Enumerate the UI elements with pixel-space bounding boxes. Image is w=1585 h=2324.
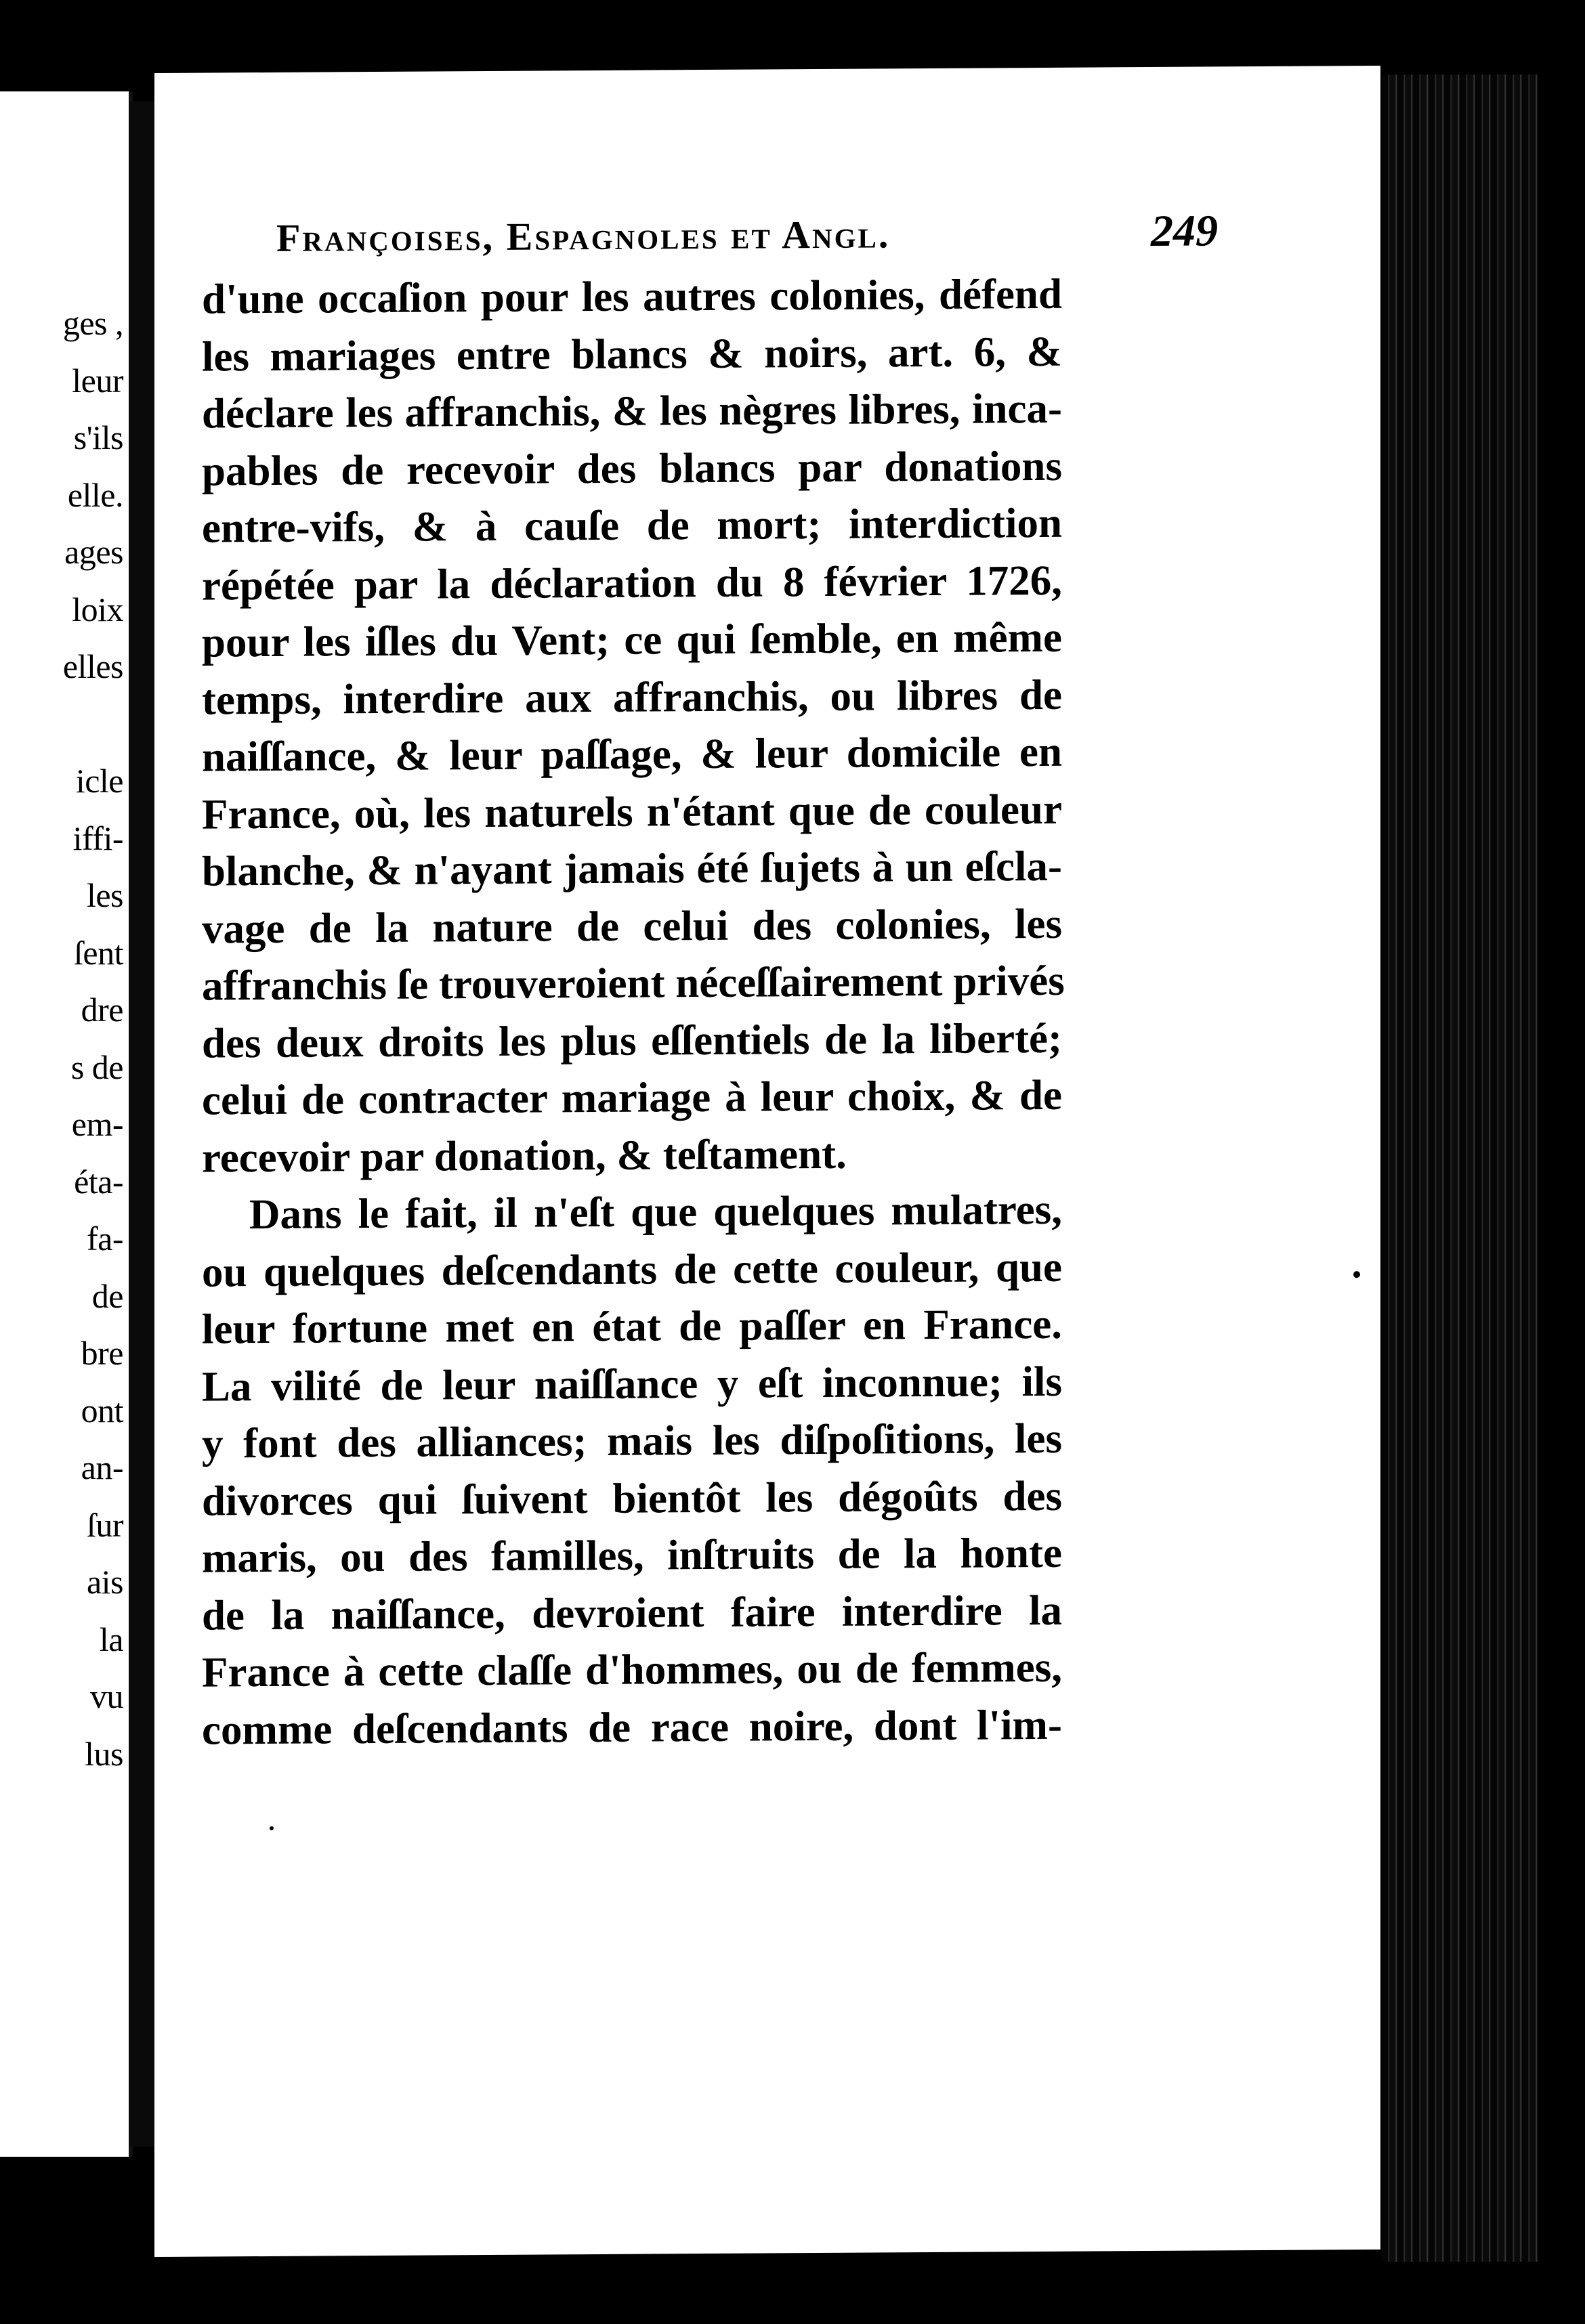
text-line: temps, interdire aux affranchis, ou libres de	[202, 670, 1062, 724]
left-line: de	[91, 1276, 123, 1315]
text-line: leur fortune met en état de paſſer en France.	[202, 1299, 1062, 1353]
left-line: ont	[81, 1391, 123, 1429]
text-line: recevoir par donation, & teſtament.	[202, 1129, 847, 1182]
text-line: y font des alliances; mais les diſpoſitions, les	[202, 1414, 1062, 1467]
left-line: icle	[75, 762, 123, 800]
text-line: entre-vifs, & à cauſe de mort; interdiction	[202, 498, 1062, 552]
left-line	[1, 695, 123, 753]
left-line: ais	[86, 1563, 123, 1601]
running-head	[276, 205, 1218, 262]
text-line: naiſſance, & leur paſſage, & leur domicile en	[202, 727, 1062, 781]
text-line: de la naiſſance, devroient faire interdire la	[202, 1586, 1062, 1639]
left-line: em-	[71, 1105, 123, 1143]
left-line: la	[99, 1620, 123, 1658]
left-line: bre	[81, 1334, 123, 1372]
text-line: comme deſcendants de race noire, dont l'im-	[202, 1700, 1062, 1754]
left-line: lus	[85, 1734, 123, 1773]
text-line: celui de contracter mariage à leur choix, & de	[202, 1071, 1062, 1124]
text-line: ou quelques deſcendants de cette couleur, que	[202, 1243, 1062, 1296]
text-line: France à cette claſſe d'hommes, ou de femmes,	[202, 1643, 1062, 1696]
text-line: les mariages entre blancs & noirs, art. 6, &	[202, 327, 1062, 381]
page-number: 249	[1151, 206, 1218, 257]
left-line: iffi-	[72, 819, 123, 857]
left-line: ſur	[86, 1505, 123, 1544]
text-line: répétée par la déclaration du 8 février 1726,	[202, 556, 1062, 609]
text-line: La vilité de leur naiſſance y eſt inconnue; ils	[202, 1357, 1062, 1411]
text-line: Dans le fait, il n'eſt que quelques mulatres,	[249, 1185, 1062, 1239]
text-line: pour les iſles du Vent; ce qui ſemble, en même	[202, 613, 1062, 666]
text-line: des deux droits les plus eſſentiels de la liberté;	[202, 1014, 1062, 1067]
left-line: les	[86, 876, 123, 914]
ink-speck	[270, 1826, 274, 1830]
running-head-title: Françoises, Espagnoles et Angl.	[276, 212, 891, 260]
left-line: s'ils	[73, 418, 123, 456]
left-line: ſent	[74, 933, 123, 972]
left-line: ages	[64, 533, 123, 571]
left-line: ges ,	[62, 304, 123, 342]
left-line: loix	[72, 590, 123, 628]
text-line: affranchis ſe trouveroient néceſſairement privés	[202, 956, 1065, 1010]
left-page-text	[1, 295, 123, 1782]
left-line: elle.	[67, 475, 123, 514]
body-text	[202, 265, 1065, 1759]
left-line: elles	[62, 647, 123, 685]
left-line: dre	[81, 991, 123, 1029]
text-line: vage de la nature de celui des colonies, les	[202, 899, 1062, 953]
text-line: blanche, & n'ayant jamais été ſujets à un eſcla-	[202, 842, 1062, 895]
left-line: leur	[72, 361, 123, 400]
scan-border	[1538, 0, 1585, 2324]
left-line: an-	[81, 1448, 123, 1486]
left-line: fa-	[87, 1220, 123, 1257]
book-page	[154, 66, 1380, 2257]
ink-speck	[1353, 1271, 1360, 1278]
text-line: pables de recevoir des blancs par donations	[202, 442, 1062, 495]
left-line: s de	[70, 1048, 123, 1086]
text-line: d'une occaſion pour les autres colonies, défend	[202, 270, 1062, 323]
left-line: éta-	[74, 1162, 123, 1201]
text-line: déclare les affranchis, & les nègres libres, inca-	[202, 384, 1062, 437]
page-edges	[1382, 74, 1538, 2262]
left-line: vu	[90, 1677, 123, 1715]
left-page	[0, 91, 133, 2157]
text-line: France, où, les naturels n'étant que de couleur	[202, 785, 1062, 838]
text-line: maris, ou des familles, inſtruits de la honte	[202, 1528, 1062, 1582]
text-line: divorces qui ſuivent bientôt les dégoûts des	[202, 1471, 1062, 1525]
